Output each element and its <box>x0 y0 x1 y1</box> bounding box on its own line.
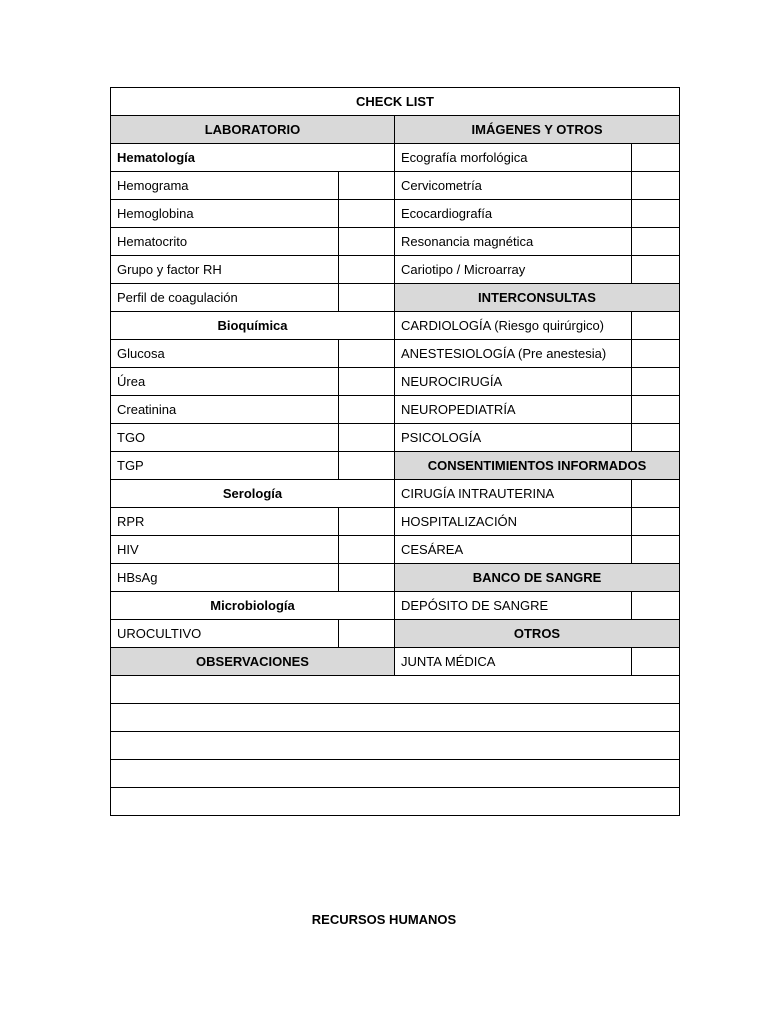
table-row <box>111 508 680 536</box>
check-box[interactable] <box>339 396 395 424</box>
table-row <box>111 200 680 228</box>
item-label: CESÁREA <box>395 536 632 564</box>
checklist-table <box>110 87 680 816</box>
item-label: Cariotipo / Microarray <box>395 256 632 284</box>
observation-line[interactable] <box>111 760 680 788</box>
item-label: PSICOLOGÍA <box>395 424 632 452</box>
table-row <box>111 396 680 424</box>
check-box[interactable] <box>339 284 395 312</box>
check-box[interactable] <box>632 312 680 340</box>
observation-row <box>111 760 680 788</box>
observation-line[interactable] <box>111 676 680 704</box>
table-row <box>111 144 680 172</box>
check-box[interactable] <box>632 396 680 424</box>
table-row <box>111 340 680 368</box>
table-row <box>111 536 680 564</box>
table-row <box>111 452 680 480</box>
check-box[interactable] <box>632 508 680 536</box>
check-box[interactable] <box>632 144 680 172</box>
microbiologia-subheader: Microbiología <box>111 592 395 620</box>
check-box[interactable] <box>339 424 395 452</box>
consentimientos-header: CONSENTIMIENTOS INFORMADOS <box>395 452 680 480</box>
check-box[interactable] <box>339 200 395 228</box>
item-label: Ecografía morfológica <box>395 144 632 172</box>
item-label: Ecocardiografía <box>395 200 632 228</box>
bioquimica-subheader: Bioquímica <box>111 312 395 340</box>
item-label: Hematocrito <box>111 228 339 256</box>
item-label: UROCULTIVO <box>111 620 339 648</box>
item-label: Hemograma <box>111 172 339 200</box>
item-label: DEPÓSITO DE SANGRE <box>395 592 632 620</box>
imagenes-header: IMÁGENES Y OTROS <box>395 116 680 144</box>
observation-line[interactable] <box>111 732 680 760</box>
observation-row <box>111 788 680 816</box>
check-box[interactable] <box>339 172 395 200</box>
table-row <box>111 480 680 508</box>
check-box[interactable] <box>632 200 680 228</box>
table-row <box>111 368 680 396</box>
check-box[interactable] <box>339 564 395 592</box>
observation-row <box>111 676 680 704</box>
item-label: Resonancia magnética <box>395 228 632 256</box>
banco-de-sangre-header: BANCO DE SANGRE <box>395 564 680 592</box>
item-label: HIV <box>111 536 339 564</box>
table-row <box>111 592 680 620</box>
item-label: CIRUGÍA INTRAUTERINA <box>395 480 632 508</box>
item-label: TGP <box>111 452 339 480</box>
check-box[interactable] <box>339 508 395 536</box>
check-box[interactable] <box>632 228 680 256</box>
item-label: HOSPITALIZACIÓN <box>395 508 632 536</box>
table-row <box>111 284 680 312</box>
check-box[interactable] <box>632 256 680 284</box>
check-box[interactable] <box>339 256 395 284</box>
item-label: Grupo y factor RH <box>111 256 339 284</box>
check-box[interactable] <box>339 228 395 256</box>
item-label: NEUROCIRUGÍA <box>395 368 632 396</box>
item-label: ANESTESIOLOGÍA (Pre anestesia) <box>395 340 632 368</box>
check-box[interactable] <box>339 620 395 648</box>
recursos-humanos-heading: RECURSOS HUMANOS <box>311 912 457 927</box>
checklist-title: CHECK LIST <box>111 88 680 116</box>
hematologia-subheader: Hematología <box>111 144 395 172</box>
observation-row <box>111 732 680 760</box>
item-label: Úrea <box>111 368 339 396</box>
item-label: NEUROPEDIATRÍA <box>395 396 632 424</box>
check-box[interactable] <box>632 172 680 200</box>
item-label: RPR <box>111 508 339 536</box>
table-row <box>111 620 680 648</box>
item-label: Perfil de coagulación <box>111 284 339 312</box>
otros-header: OTROS <box>395 620 680 648</box>
item-label: Creatinina <box>111 396 339 424</box>
observation-row <box>111 704 680 732</box>
item-label: CARDIOLOGÍA (Riesgo quirúrgico) <box>395 312 632 340</box>
table-row <box>111 648 680 676</box>
observation-line[interactable] <box>111 704 680 732</box>
section-header-row <box>111 116 680 144</box>
table-row <box>111 256 680 284</box>
check-box[interactable] <box>632 648 680 676</box>
table-row <box>111 564 680 592</box>
check-box[interactable] <box>339 536 395 564</box>
check-box[interactable] <box>632 340 680 368</box>
item-label: Cervicometría <box>395 172 632 200</box>
check-box[interactable] <box>339 368 395 396</box>
table-row <box>111 228 680 256</box>
item-label: Glucosa <box>111 340 339 368</box>
table-row <box>111 312 680 340</box>
observation-line[interactable] <box>111 788 680 816</box>
check-box[interactable] <box>632 368 680 396</box>
item-label: Hemoglobina <box>111 200 339 228</box>
serologia-subheader: Serología <box>111 480 395 508</box>
check-box[interactable] <box>632 424 680 452</box>
check-box[interactable] <box>632 536 680 564</box>
interconsultas-header: INTERCONSULTAS <box>395 284 680 312</box>
check-box[interactable] <box>339 340 395 368</box>
title-row <box>111 88 680 116</box>
item-label: JUNTA MÉDICA <box>395 648 632 676</box>
check-box[interactable] <box>632 480 680 508</box>
table-row <box>111 172 680 200</box>
observaciones-header: OBSERVACIONES <box>111 648 395 676</box>
check-box[interactable] <box>632 592 680 620</box>
item-label: HBsAg <box>111 564 339 592</box>
item-label: TGO <box>111 424 339 452</box>
laboratorio-header: LABORATORIO <box>111 116 395 144</box>
check-box[interactable] <box>339 452 395 480</box>
table-row <box>111 424 680 452</box>
